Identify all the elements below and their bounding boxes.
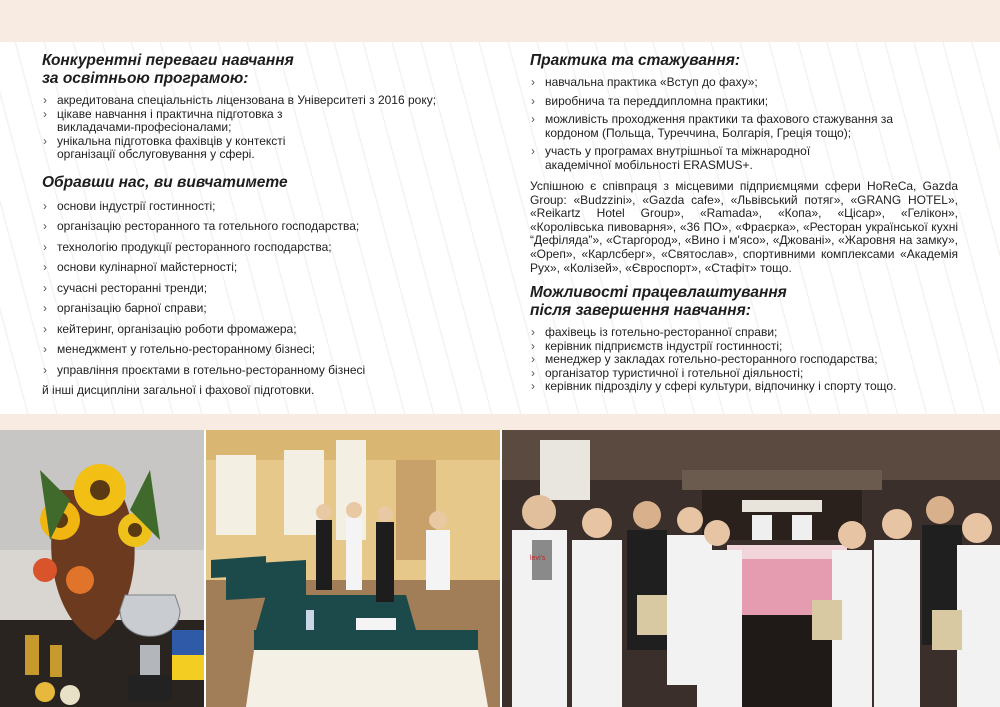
list-item: › кейтеринг, організацію роботи фромажера; (42, 323, 472, 337)
photo-strip (0, 430, 1000, 707)
employment-list (530, 326, 958, 394)
list-item: › менеджер у закладах готельно-ресторанного господарства; (530, 353, 958, 367)
list-item: › фахівець із готельно-ресторанної справи; (530, 326, 958, 340)
list-item: › керівник підрозділу у сфері культури, відпочинку і спорту тощо. (530, 380, 958, 394)
list-item: › управління проєктами в готельно-ресторанному бізнесі (42, 364, 472, 378)
list-item: › організацію ресторанного та готельного господарства; (42, 220, 472, 234)
trophies-image (0, 430, 204, 707)
photo-trophies (0, 430, 204, 707)
list-item: › навчальна практика «Вступ до фаху»; (530, 76, 958, 90)
middle-band (0, 414, 1000, 430)
list-item: › менеджмент у готельно-ресторанному бізнесі; (42, 343, 472, 357)
employment-heading: Можливості працевлаштування після завершення навчання: (530, 284, 787, 320)
top-band (0, 0, 1000, 42)
list-item: › основи індустрії гостинності; (42, 200, 472, 214)
hall-image (206, 430, 500, 707)
list-item: › цікаве навчання і практична підготовка з викладачами-професіоналами; (42, 108, 347, 135)
subjects-closing: й інші дисципліни загальної і фахової підготовки. (42, 383, 315, 397)
subjects-heading: Обравши нас, ви вивчатимете (42, 173, 288, 191)
photo-group (502, 430, 1000, 707)
list-item: › унікальна підготовка фахівців у контексті організації обслуговування у сфері. (42, 135, 347, 162)
shirt-logo: levi's (530, 555, 546, 562)
list-item: › можливість проходження практики та фахового стажування за кордоном (Польща, Туреччина, Болгарія, Греція тощо); (530, 113, 915, 140)
subjects-list (42, 200, 472, 378)
list-item: › керівник підприємств індустрії гостинності; (530, 340, 958, 354)
practice-list (530, 76, 958, 172)
left-column (42, 52, 472, 398)
list-item: › виробнича та переддипломна практики; (530, 95, 958, 109)
advantages-list (42, 94, 472, 162)
list-item: › участь у програмах внутрішньої та міжнародної академічної мобільності ERASMUS+. (530, 145, 845, 172)
list-item: › організацію барної справи; (42, 302, 472, 316)
group-image (502, 430, 1000, 707)
list-item: › акредитована спеціальність ліцензована в Університеті з 2016 року; (42, 94, 472, 108)
list-item: › основи кулінарної майстерності; (42, 261, 472, 275)
list-item: › технологію продукції ресторанного господарства; (42, 241, 472, 255)
advantages-heading: Конкурентні переваги навчання за освітньою програмою: (42, 52, 294, 87)
list-item: › організатор туристичної і готельної діяльності; (530, 367, 958, 381)
photo-hall (206, 430, 500, 707)
right-column (530, 52, 958, 394)
partners-paragraph: Успішною є співпраця з місцевими підприємцями сфери HoReCa, Gazda Group: «Budzzini», «Gazda cafe», «Львівський потяг», «GRANG HOTEL», «Reikartz Hotel Group», «Ramada», «Копа», «Цісар», «Гелікон», «Королівська пивоварня», «36 ПО», «Фраєрка», «Ресторан української кухні “Дефіляда”», «Старгород», «Вино і м'ясо», «Джовані», «Жаровня на замку», «Ореп», «Карлсберг», «Святослав», спортивними комплексами «Академія Рух», «Колізей», «Євроспорт», «Стафіт» тощо. (530, 179, 958, 275)
practice-heading: Практика та стажування: (530, 52, 741, 69)
list-item: › сучасні ресторанні тренди; (42, 282, 472, 296)
